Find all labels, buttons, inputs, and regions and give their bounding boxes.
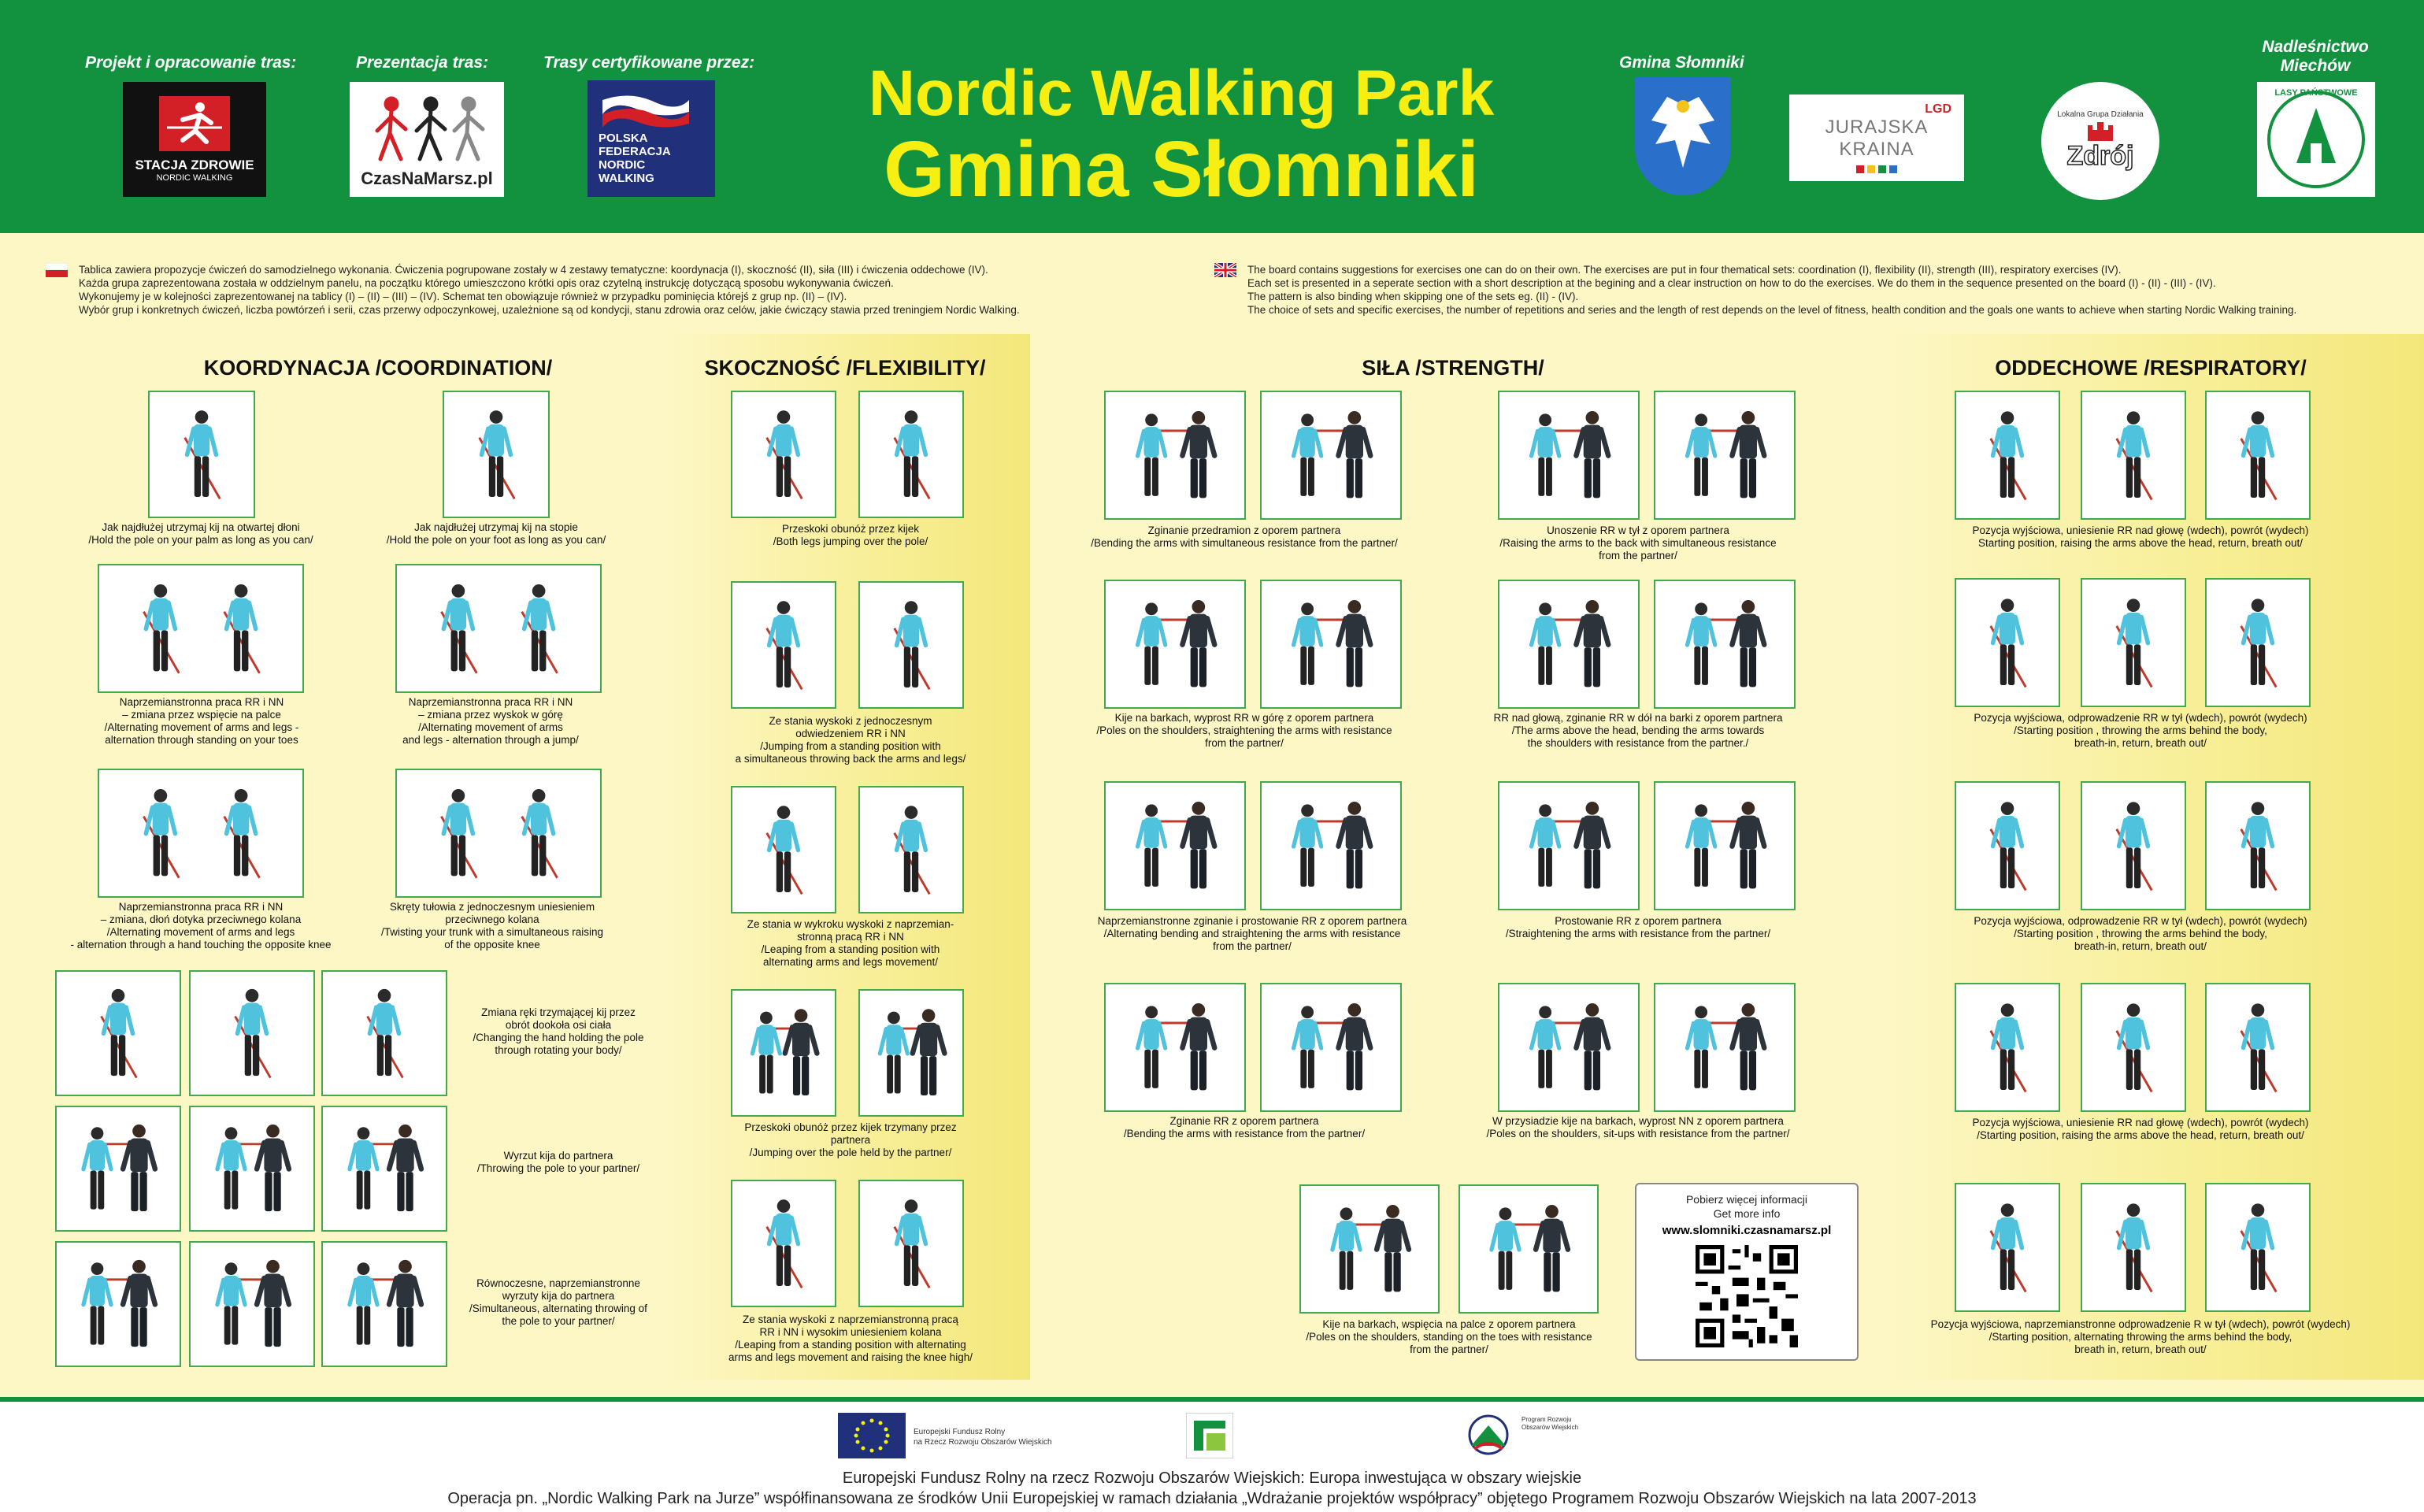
exercise-photo [1654,580,1796,709]
exercise-photo [443,391,550,518]
exercise-figure [860,583,962,707]
exercise-figure [191,972,313,1095]
castle-icon [2085,119,2116,141]
caption-str-9: Kije na barkach, wspięcia na palce z oporem partnera /Poles on the shoulders, standing on the toes with resistance from the partner/ [1306,1318,1592,1355]
intro-english: The board contains suggestions for exercises one can do on their own. The exercises are put in four thematical sets: coordination (I), flexibility (II), strength (III), respiratory exercises (IV). Each set is presented in a seperate section with a short description at the begining and a clear instruction on how to do the exercises. We do them in the sequence presented on the board (I) - (II) - (III) - (IV). The pattern is also binding when skipping one of the sets eg. (II) - (IV). The choice of sets and specific exercises, the number of repetitions and series and the length of rest depends on the level of fitness, health condition and the goals one wants to achieve when starting Nordic Walking training. [1247,264,2297,316]
exercise-figure [2082,984,2185,1110]
exercise-figure [732,991,835,1115]
exercise-photo [1498,580,1640,709]
exercise-photo [395,769,602,898]
exercise-figure [323,1243,446,1366]
caption-flex-1: Przeskoki obunóż przez kijek /Both legs jumping over the pole/ [773,523,928,547]
exercise-figure [1262,581,1400,707]
exercise-photo [1955,781,2060,910]
label-project: Projekt i opracowanie tras: [85,54,297,72]
exercise-photo [321,1106,447,1232]
page-title-line1: Nordic Walking Park [868,57,1495,129]
exercise-photo [2205,391,2311,520]
exercise-photo [1955,1183,2060,1312]
exercise-figure [397,770,600,896]
exercise-figure [1499,783,1638,909]
polish-flag-icon [46,263,68,277]
exercise-figure [2207,984,2309,1110]
exercise-figure [732,788,835,912]
caption-resp-1: Pozycja wyjściowa, uniesienie RR nad głowę (wdech), powrót (wydech) Starting position, raising the arms above the head, return, breath out/ [1972,524,2309,549]
exercise-photo [1654,781,1796,910]
caption-koord-4: Naprzemianstronna praca RR i NN – zmiana przez wyskok w górę /Alternating movement of arms and legs - alternation through a jump/ [402,696,579,746]
caption-str-5: Naprzemianstronne zginanie i prostowanie RR z oporem partnera /Alternating bending and straightening the arms with resistance from the partner/ [1097,915,1407,952]
exercise-figure [2207,783,2309,909]
exercise-photo [1498,983,1640,1112]
exercise-figure [1956,783,2059,909]
section-title-flexibility: SKOCZNOŚĆ /FLEXIBILITY/ [704,356,986,380]
section-title-strength: SIŁA /STRENGTH/ [1362,356,1544,380]
exercise-figure [1956,1184,2059,1310]
exercise-photo [1104,580,1246,709]
exercise-figure [1499,392,1638,518]
caption-resp-5: Pozycja wyjściowa, naprzemianstronne odprowadzenie R w tył (wdech), powrót (wydech) /Starting position, alternating throwing the arms behind the body, breath in, return, breath out/ [1930,1318,2351,1355]
flexibility-band [660,334,1030,1380]
footer [0,1397,2424,1512]
caption-koord-2: Jak najdłużej utrzymaj kij na stopie /Hold the pole on your foot as long as you can/ [386,521,606,546]
exercise-photo [858,786,964,914]
exercise-photo [858,1180,964,1307]
exercise-photo [1260,983,1402,1112]
exercise-figure [1460,1186,1597,1312]
exercise-photo [1955,983,2060,1112]
caption-str-2: Unoszenie RR w tył z oporem partnera /Raising the arms to the back with simultaneous resistance from the partner/ [1499,524,1777,561]
footer-line1: Europejski Fundusz Rolny na rzecz Rozwoju Obszarów Wiejskich: Europa inwestująca w obszary wiejskie [842,1469,1582,1487]
exercise-figure [1262,392,1400,518]
qr-code-icon[interactable] [1696,1245,1798,1347]
exercise-photo [321,970,447,1096]
exercise-figure [1499,984,1638,1110]
exercise-photo [98,769,304,898]
exercise-figure [732,583,835,707]
exercise-figure [2082,783,2185,909]
exercise-figure [1106,783,1244,909]
info-box [1635,1183,1859,1361]
exercise-figure [2207,580,2309,706]
tree-icon [2265,88,2367,191]
exercise-photo [2081,983,2186,1112]
caption-koord-7: Zmiana ręki trzymającej kij przez obrót dookoła osi ciała /Changing the hand holding the pole through rotating your body/ [473,1006,644,1056]
stacja-zdrowie-logo: STACJA ZDROWIE NORDIC WALKING [123,82,266,197]
exercise-photo [2205,781,2311,910]
exercise-photo [1498,391,1640,520]
exercise-photo [858,581,964,709]
caption-koord-3: Naprzemianstronna praca RR i NN – zmiana przez wspięcie na palce /Alternating movement of arms and legs - alternation through standing on your toes [104,696,299,746]
exercise-figure [860,788,962,912]
info-line-pl: Pobierz więcej informacji [1685,1193,1808,1206]
exercise-figure [860,991,962,1115]
caption-flex-5: Ze stania wyskoki z naprzemianstronną pracą RR i NN i wysokim uniesieniem kolana /Leaping from a standing position with alternating arms and legs movement and raising the knee high/ [728,1314,973,1363]
caption-flex-3: Ze stania w wykroku wyskoki z naprzemian- stronną pracą RR i NN /Leaping from a standing position with alternating arms and legs movement/ [747,918,954,968]
info-line-en: Get more info [1713,1207,1781,1220]
exercise-photo [2081,1183,2186,1312]
exercise-figure [1956,392,2059,518]
exercise-photo [1260,781,1402,910]
walkers-icon [360,90,494,169]
exercise-figure [1956,580,2059,706]
exercise-figure [732,1181,835,1306]
exercise-photo [2081,578,2186,707]
exercise-photo [55,1241,181,1367]
exercise-photo [1654,391,1796,520]
section-title-coordination: KOORDYNACJA /COORDINATION/ [203,356,553,380]
info-url[interactable]: www.slomniki.czasnamarsz.pl [1662,1224,1832,1237]
caption-resp-3: Pozycja wyjściowa, odprowadzenie RR w tył (wdech), powrót (wydech) /Starting position , throwing the arms behind the body, breath-in, return, breath out/ [1974,915,2307,952]
exercise-photo [731,786,836,914]
exercise-photo [189,1241,315,1367]
caption-str-3: Kije na barkach, wyprost RR w górę z oporem partnera /Poles on the shoulders, straightening the arms with resistance from the partner/ [1096,712,1392,749]
exercise-figure [323,972,446,1095]
caption-str-6: Prostowanie RR z oporem partnera /Straightening the arms with resistance from the partner/ [1505,915,1771,939]
exercise-figure [1499,581,1638,707]
exercise-photo [189,1106,315,1232]
exercise-figure [397,565,600,691]
label-gmina: Gmina Słomniki [1619,54,1744,72]
exercise-figure [2082,580,2185,706]
uk-flag-icon [1214,263,1236,277]
exercise-figure [150,392,254,517]
exercise-photo [55,1106,181,1232]
exercise-figure [1956,984,2059,1110]
exercise-figure [860,392,962,517]
exercise-photo [1955,391,2060,520]
exercise-figure [323,1107,446,1230]
exercise-photo [1299,1184,1440,1314]
caption-koord-5: Naprzemianstronna praca RR i NN – zmiana, dłoń dotyka przeciwnego kolana /Alternating movement of arms and legs - alternation through a hand touching the opposite knee [70,901,332,951]
exercise-figure [1655,984,1794,1110]
intro-polish: Tablica zawiera propozycje ćwiczeń do samodzielnego wykonania. Ćwiczenia pogrupowane zostały w 4 zestawy tematyczne: koordynacja (I), skoczność (II), siła (III) i ćwiczenia oddechowe (IV). Każda grupa zaprezentowana została w oddzielnym panelu, na początku którego umieszczono krótki opis oraz czytelną instrukcję dotyczącą sposobu wykonywania ćwiczeń. Wykonujemy je w kolejności zaprezentowanej na tablicy (I) – (II) – (III) – (IV). Schemat ten obowiązuje również w przypadku pominięcia którejś z grup np. (II) – (IV). Wybór grup i konkretnych ćwiczeń, liczba powtórzeń i serii, czas przerwy odpoczynkowej, uzależnione są od kondycji, stanu zdrowia oraz celów, jakie ćwiczący stawia przed treningiem Nordic Walking. [79,264,1020,316]
exercise-photo [858,989,964,1117]
leader-logo-icon [1186,1413,1233,1458]
jurajska-kraina-logo: LGD JURAJSKA KRAINA [1789,94,1964,181]
exercise-figure [1301,1186,1438,1312]
exercise-figure [191,1243,313,1366]
caption-str-7: Zginanie RR z oporem partnera /Bending the arms with resistance from the partner/ [1123,1115,1366,1140]
exercise-photo [2205,1183,2311,1312]
caption-koord-1: Jak najdłużej utrzymaj kij na otwartej dłoni /Hold the pole on your palm as long as you can/ [88,521,313,546]
exercise-figure [57,972,180,1095]
section-title-respiratory: ODDECHOWE /RESPIRATORY/ [1995,356,2307,380]
exercise-photo [731,1180,836,1307]
exercise-photo [1458,1184,1599,1314]
exercise-photo [321,1241,447,1367]
exercise-photo [858,391,964,518]
exercise-photo [731,989,836,1117]
exercise-photo [1104,983,1246,1112]
exercise-figure [1106,392,1244,518]
exercise-figure [99,565,302,691]
exercise-figure [57,1243,180,1366]
exercise-photo [2205,983,2311,1112]
exercise-photo [395,564,602,693]
exercise-photo [731,581,836,709]
page-title-line2: Gmina Słomniki [884,125,1479,213]
exercise-photo [98,564,304,693]
exercise-figure [1655,783,1794,909]
exercise-figure [860,1181,962,1306]
header-banner [0,0,2424,233]
eu-flag-icon [838,1413,906,1458]
exercise-figure [1262,984,1400,1110]
exercise-figure [2207,1184,2309,1310]
caption-str-8: W przysiadzie kije na barkach, wyprost NN z oporem partnera /Poles on the shoulders, sit-ups with resistance from the partner/ [1486,1115,1790,1140]
exercise-photo [148,391,255,518]
exercise-photo [189,970,315,1096]
exercise-figure [444,392,548,517]
footer-line2: Operacja pn. „Nordic Walking Park na Jurze” współfinansowana ze środków Unii Europejskiej w ramach działania „Wdrażanie projektów współpracy” objętego Programem Rozwoju Obszarów Wiejskich na lata 2007-2013 [447,1490,1977,1507]
caption-flex-4: Przeskoki obunóż przez kijek trzymany przez partnera /Jumping over the pole held by the partner/ [744,1121,957,1158]
exercise-figure [1106,984,1244,1110]
caption-resp-4: Pozycja wyjściowa, uniesienie RR nad głowę (wdech), powrót (wydech) /Starting position, raising the arms above the head, return, breath out/ [1972,1117,2309,1141]
prow-logo-icon [1465,1411,1515,1460]
caption-flex-2: Ze stania wyskoki z jednoczesnym odwiedzeniem RR i NN /Jumping from a standing position with a simultaneous throwing back the arms and legs/ [735,715,966,765]
exercise-photo [1104,781,1246,910]
caption-str-1: Zginanie przedramion z oporem partnera /Bending the arms with simultaneous resistance from the partner/ [1091,524,1398,549]
exercise-photo [1654,983,1796,1112]
exercise-figure [57,1107,180,1230]
exercise-photo [1955,578,2060,707]
lgd-zdroj-logo: Lokalna Grupa Działania Zdrój [2041,82,2159,200]
exercise-figure [2082,1184,2185,1310]
caption-str-4: RR nad głową, zginanie RR w dół na barki z oporem partnera /The arms above the head, bending the arms towards the shoulders with resistance from the partner./ [1493,712,1783,749]
exercise-figure [1262,783,1400,909]
caption-koord-9: Równoczesne, naprzemianstronne wyrzuty kija do partnera /Simultaneous, alternating throwing of the pole to your partner/ [469,1277,647,1327]
exercise-photo [1498,781,1640,910]
label-certified: Trasy certyfikowane przez: [543,54,755,72]
czasnamarsz-logo: CzasNaMarsz.pl [350,82,504,197]
eu-fund-label: Europejski Fundusz Rolny na Rzecz Rozwoju Obszarów Wiejskich [914,1428,1052,1447]
flag-wave-icon [599,92,693,132]
exercise-figure [1655,581,1794,707]
label-presentation: Prezentacja tras: [356,54,489,72]
exercise-figure [2207,392,2309,518]
exercise-figure [99,770,302,896]
exercise-figure [732,392,835,517]
runner-icon [159,96,230,151]
exercise-figure [1655,392,1794,518]
exercise-photo [731,391,836,518]
polska-federacja-logo: POLSKA FEDERACJA NORDIC WALKING [587,80,715,197]
prow-label: Program Rozwoju Obszarów Wiejskich [1521,1416,1579,1431]
caption-koord-8: Wyrzut kija do partnera /Throwing the pole to your partner/ [476,1150,640,1174]
eagle-icon [1644,89,1722,183]
color-squares [1856,165,1897,173]
caption-koord-6: Skręty tułowia z jednoczesnym uniesieniem przeciwnego kolana /Twisting your trunk with a simultaneous raising of the opposite knee [380,901,604,951]
exercise-photo [1260,391,1402,520]
exercise-photo [2081,781,2186,910]
exercise-photo [1104,391,1246,520]
exercise-photo [2081,391,2186,520]
exercise-figure [191,1107,313,1230]
gmina-coat-of-arms [1635,77,1731,195]
caption-resp-2: Pozycja wyjściowa, odprowadzenie RR w tył (wdech), powrót (wydech) /Starting position , throwing the arms behind the body, breath-in, return, breath out/ [1974,712,2307,749]
exercise-photo [2205,578,2311,707]
exercise-photo [1260,580,1402,709]
lasy-panstwowe-logo: LASY PAŃSTWOWE [2257,82,2375,197]
label-nadlesnictwo: Nadleśnictwo Miechów [2262,38,2369,75]
exercise-figure [1106,581,1244,707]
exercise-figure [2082,392,2185,518]
exercise-photo [55,970,181,1096]
